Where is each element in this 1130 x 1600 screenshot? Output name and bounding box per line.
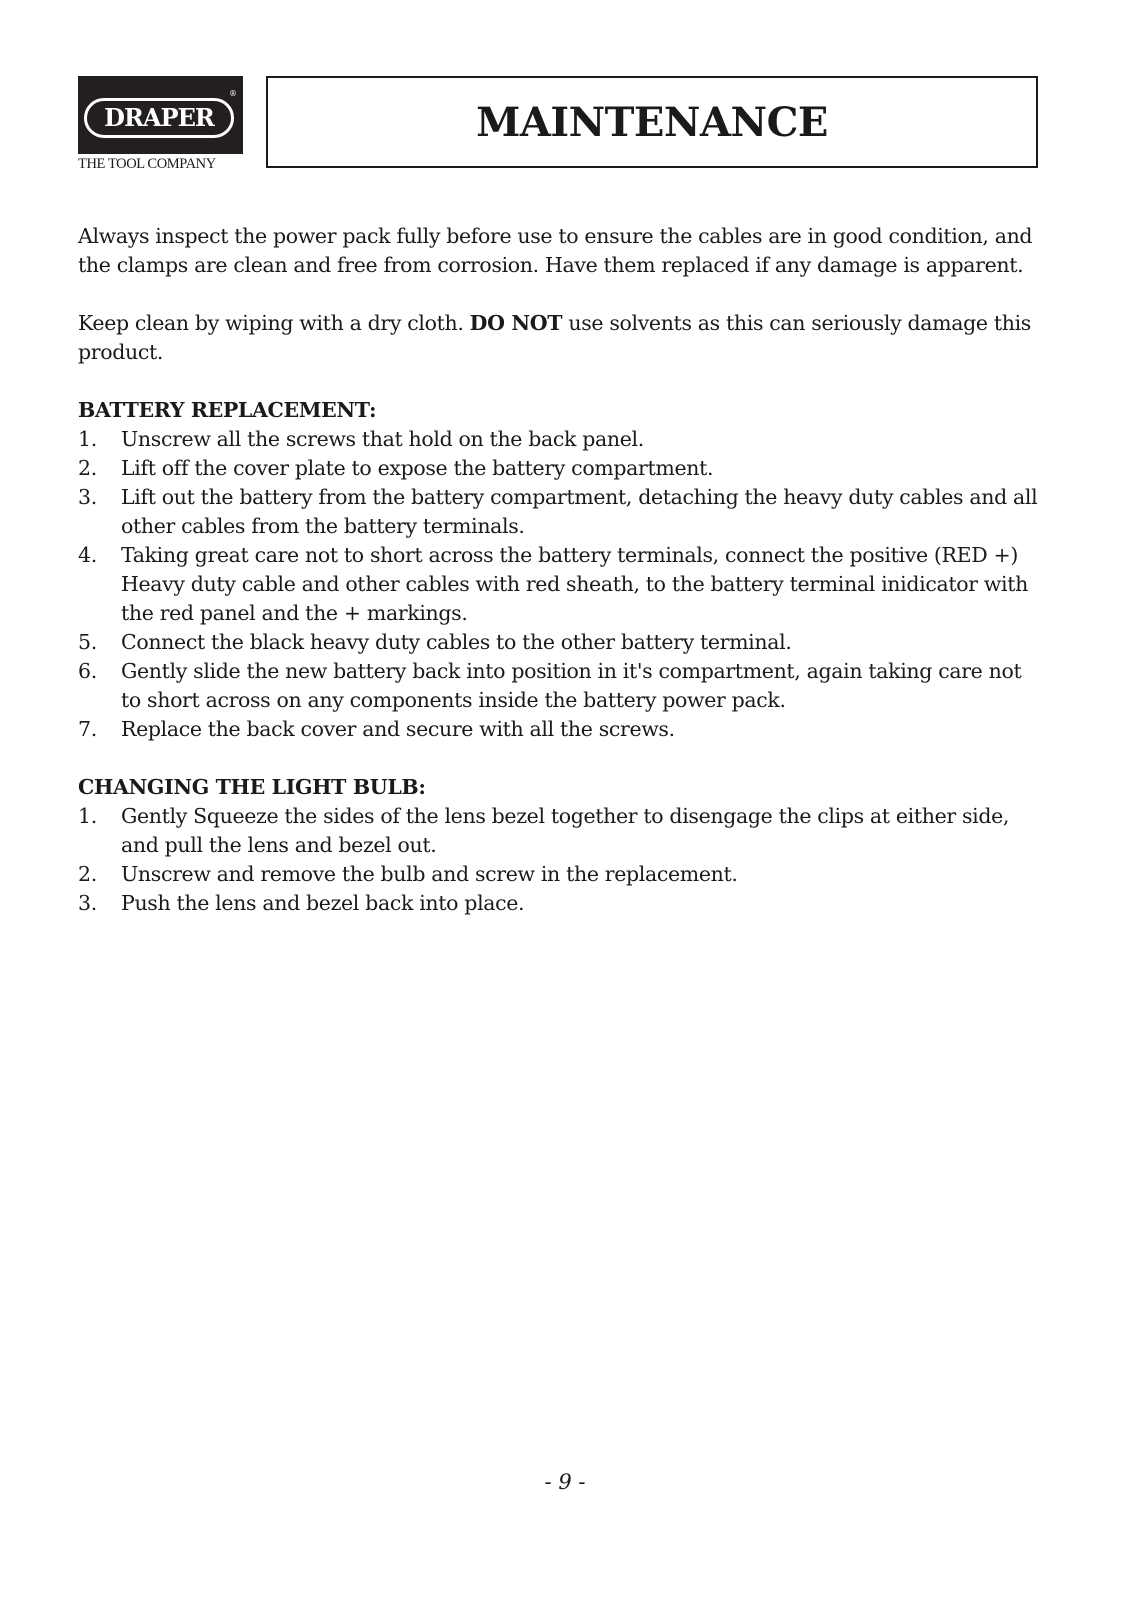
intro-paragraph: Always inspect the power pack fully before use to ensure the cables are in good condition, and the clamps are clean and free from corrosion. Have them replaced if any damage is apparent. <box>78 224 1033 277</box>
step-number: 3. <box>78 891 97 915</box>
step-number: 4. <box>78 543 97 567</box>
step-text: Gently slide the new battery back into position in it's compartment, again taking care not to short across on any components inside the battery power pack. <box>121 659 1022 712</box>
step-number: 6. <box>78 659 97 683</box>
light-bulb-heading: CHANGING THE LIGHT BULB: <box>78 775 426 799</box>
light-bulb-steps <box>78 802 1038 918</box>
step-number: 1. <box>78 804 97 828</box>
do-not-emphasis: DO NOT <box>469 311 563 335</box>
logo-badge <box>78 76 243 154</box>
page-number: - 9 - <box>544 1470 586 1494</box>
step-number: 1. <box>78 427 97 451</box>
battery-replacement-steps <box>78 425 1038 744</box>
list-item <box>78 483 1038 541</box>
step-number: 7. <box>78 717 97 741</box>
list-item <box>78 715 1038 744</box>
cleaning-text-before: Keep clean by wiping with a dry cloth. <box>78 311 470 335</box>
step-text: Unscrew all the screws that hold on the back panel. <box>121 427 644 451</box>
logo-tagline: THE TOOL COMPANY <box>78 156 216 172</box>
step-text: Gently Squeeze the sides of the lens bezel together to disengage the clips at either side, and pull the lens and bezel out. <box>121 804 1010 857</box>
step-text: Lift out the battery from the battery compartment, detaching the heavy duty cables and all other cables from the battery terminals. <box>121 485 1038 538</box>
step-text: Replace the back cover and secure with all the screws. <box>121 717 675 741</box>
step-number: 3. <box>78 485 97 509</box>
step-number: 2. <box>78 456 97 480</box>
step-text: Connect the black heavy duty cables to the other battery terminal. <box>121 630 792 654</box>
logo-oval <box>84 98 234 138</box>
cleaning-text-after: use solvents as this can seriously damage this product. <box>78 311 1031 364</box>
list-item <box>78 802 1038 860</box>
step-number: 5. <box>78 630 97 654</box>
list-item <box>78 425 1038 454</box>
list-item <box>78 454 1038 483</box>
logo-wordmark: DRAPER <box>104 103 214 132</box>
battery-replacement-heading: BATTERY REPLACEMENT: <box>78 398 377 422</box>
list-item <box>78 541 1038 628</box>
document-body <box>78 222 1038 947</box>
step-text: Lift off the cover plate to expose the battery compartment. <box>121 456 714 480</box>
list-item <box>78 628 1038 657</box>
draper-logo <box>78 76 243 172</box>
step-text: Taking great care not to short across the battery terminals, connect the positive (RED +) Heavy duty cable and other cables with red sheath, to the battery terminal inidicator with the red panel and the + markings. <box>121 543 1028 625</box>
step-text: Push the lens and bezel back into place. <box>121 891 525 915</box>
cleaning-paragraph <box>78 309 1038 367</box>
title-box <box>266 76 1038 168</box>
list-item <box>78 860 1038 889</box>
step-text: Unscrew and remove the bulb and screw in the replacement. <box>121 862 738 886</box>
registered-mark: ® <box>229 89 237 98</box>
step-number: 2. <box>78 862 97 886</box>
page-title: MAINTENANCE <box>476 98 828 146</box>
list-item <box>78 657 1038 715</box>
list-item <box>78 889 1038 918</box>
